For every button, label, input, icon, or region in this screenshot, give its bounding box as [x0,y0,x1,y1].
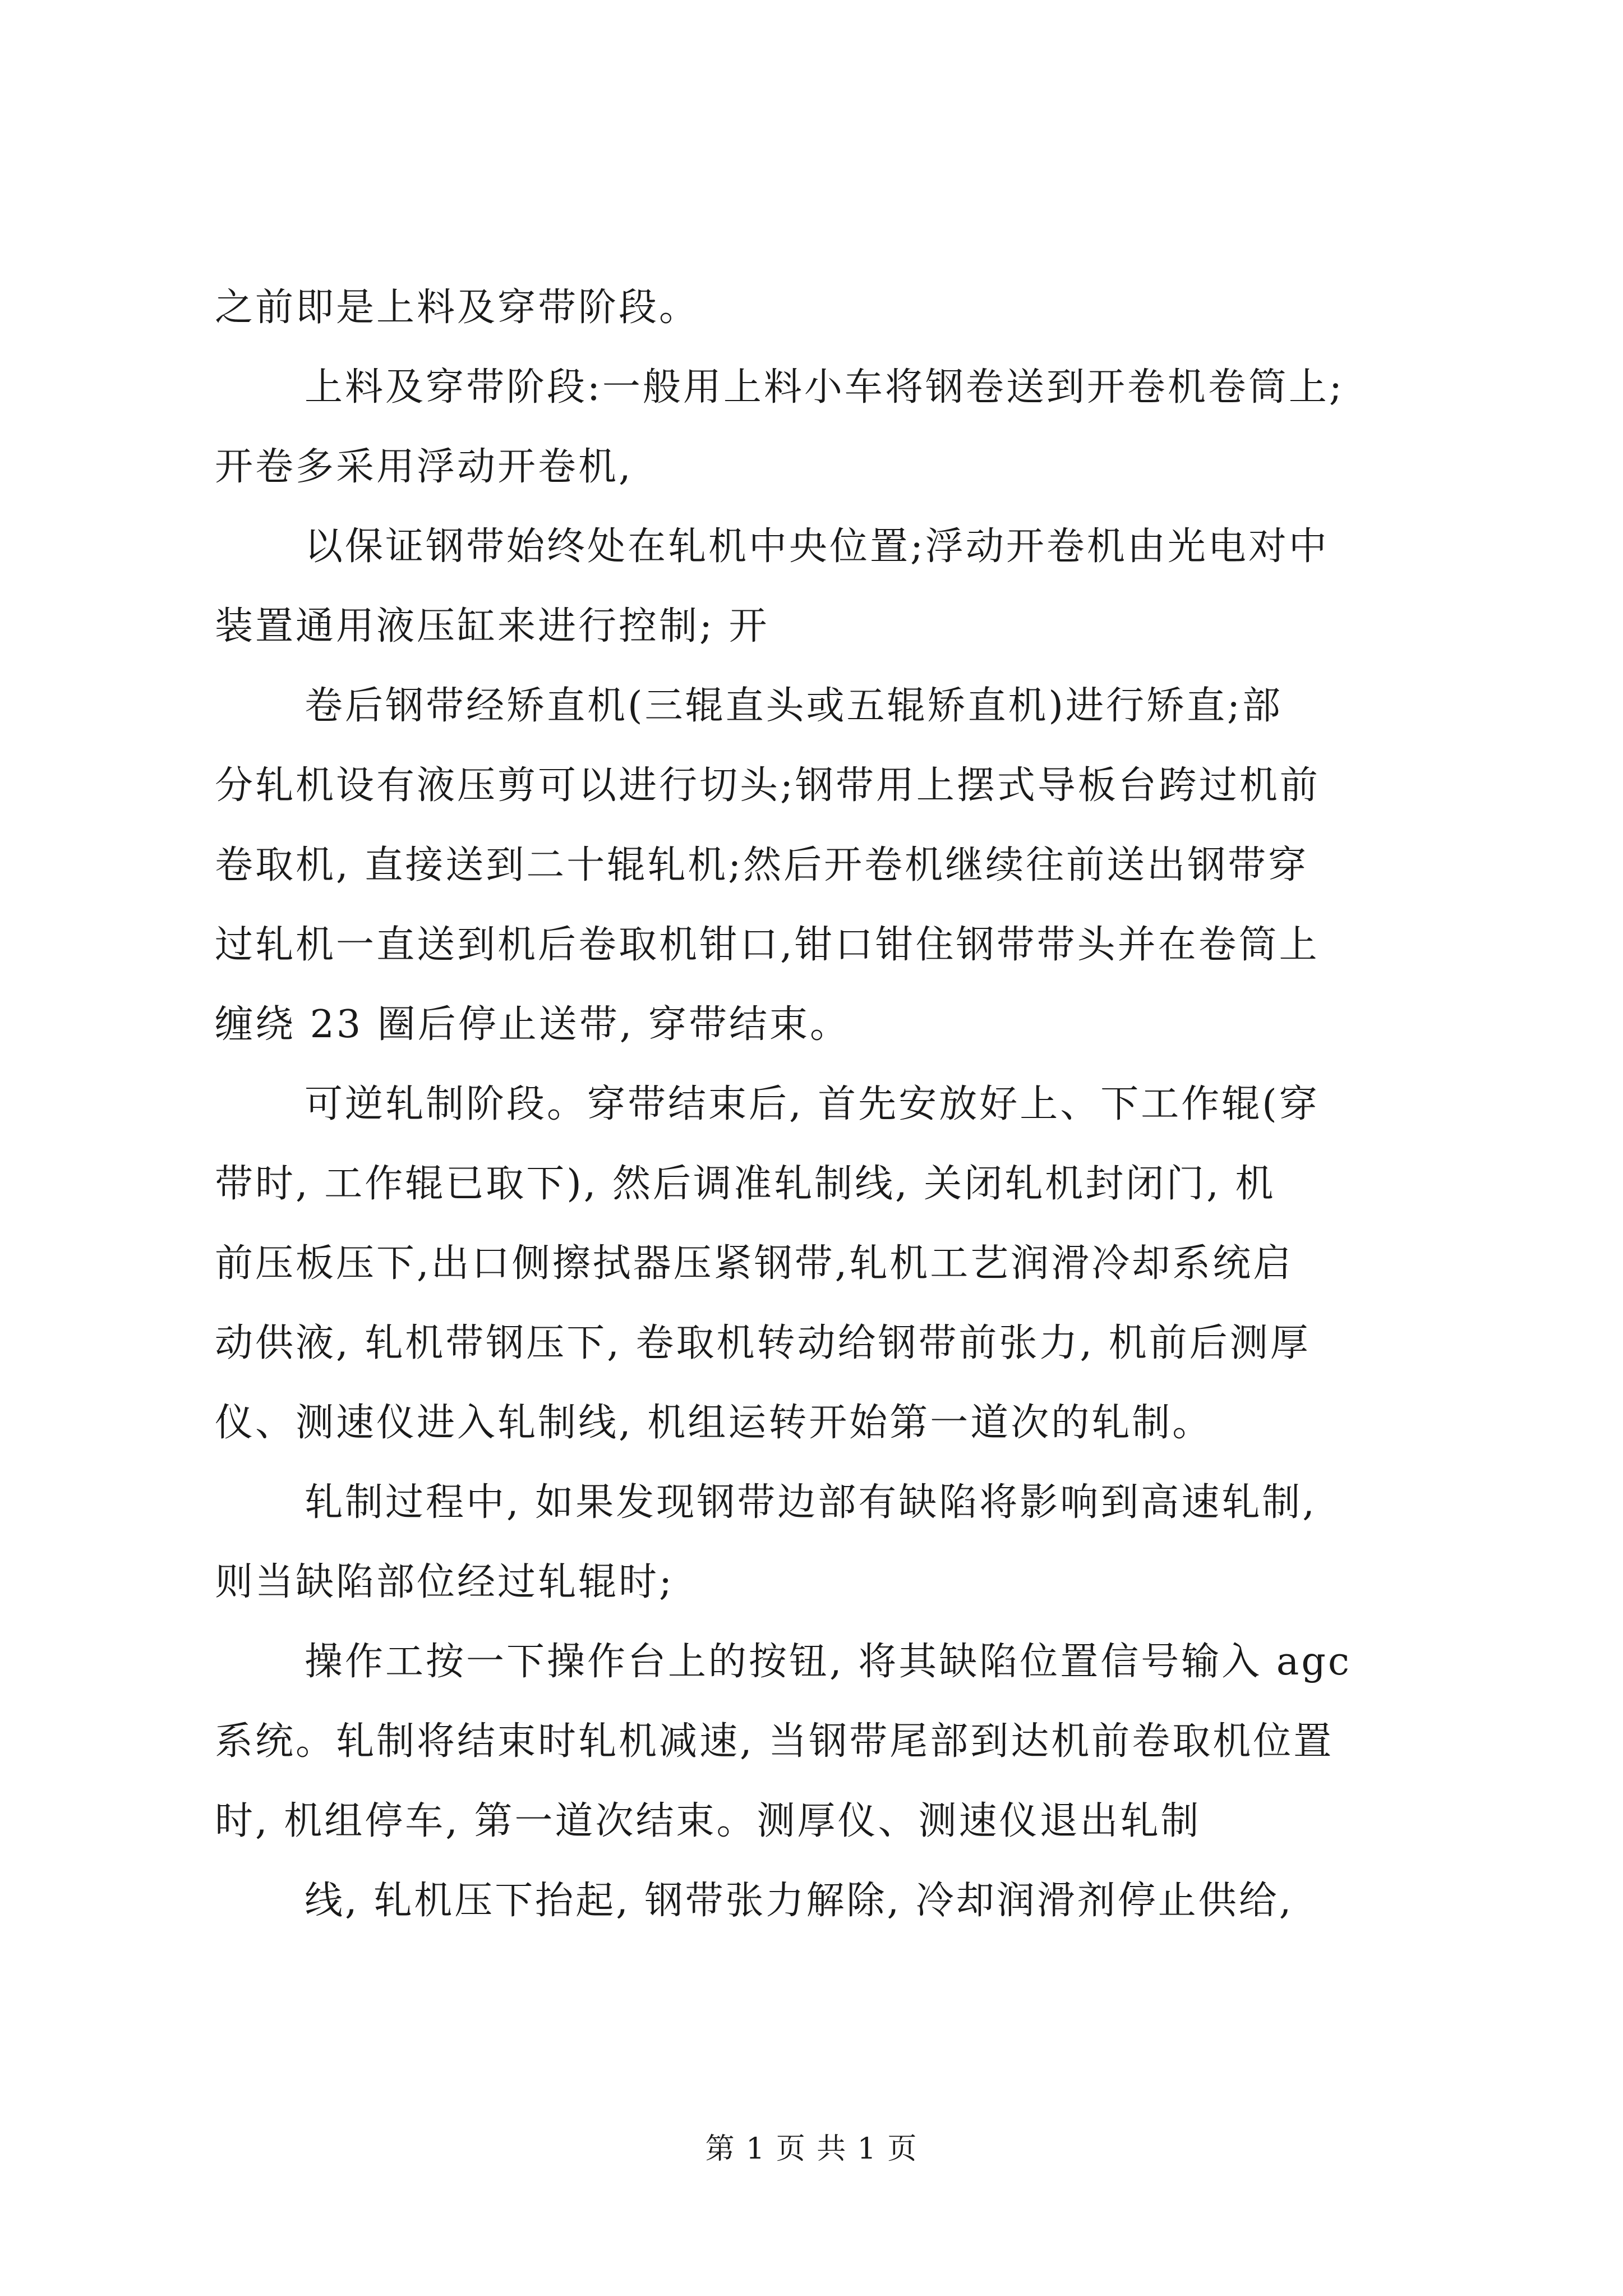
text-line: 系统。轧制将结束时轧机减速, 当钢带尾部到达机前卷取机位置 [215,1719,1334,1764]
text-line: 分轧机设有液压剪可以进行切头;钢带用上摆式导板台跨过机前 [215,763,1320,808]
text-line: 轧制过程中, 如果发现钢带边部有缺陷将影响到高速轧制, [305,1480,1317,1525]
text-line: 可逆轧制阶段。穿带结束后, 首先安放好上、下工作辊(穿 [305,1082,1320,1126]
text-line: 前压板压下,出口侧擦拭器压紧钢带,轧机工艺润滑冷却系统启 [215,1241,1294,1286]
text-line: 过轧机一直送到机后卷取机钳口,钳口钳住钢带带头并在卷筒上 [215,923,1320,967]
text-line: 以保证钢带始终处在轧机中央位置;浮动开卷机由光电对中 [305,524,1329,569]
text-line: 之前即是上料及穿带阶段。 [215,286,700,330]
text-line: 则当缺陷部位经过轧辊时; [215,1560,674,1604]
text-line: 操作工按一下操作台上的按钮, 将其缺陷位置信号输入 agc [305,1640,1352,1684]
text-line: 仪、测速仪进入轧制线, 机组运转开始第一道次的轧制。 [215,1401,1213,1445]
text-line: 动供液, 轧机带钢压下, 卷取机转动给钢带前张力, 机前后测厚 [215,1321,1311,1365]
text-line: 开卷多采用浮动开卷机, [215,445,633,489]
text-line: 上料及穿带阶段:一般用上料小车将钢卷送到开卷机卷筒上; [305,365,1344,409]
text-line: 装置通用液压缸来进行控制; 开 [215,604,769,648]
text-line: 时, 机组停车, 第一道次结束。测厚仪、测速仪退出轧制 [215,1799,1201,1843]
text-line: 缠绕 23 圈后停止送带, 穿带结束。 [215,1002,850,1047]
text-line: 线, 轧机压下抬起, 钢带张力解除, 冷却润滑剂停止供给, [305,1879,1294,1923]
document-body [215,268,1421,1941]
text-line: 卷后钢带经矫直机(三辊直头或五辊矫直机)进行矫直;部 [305,684,1283,728]
text-line: 带时, 工作辊已取下), 然后调准轧制线, 关闭轧机封闭门, 机 [215,1162,1276,1206]
page-footer: 第 1 页 共 1 页 [705,2132,918,2166]
text-line: 卷取机, 直接送到二十辊轧机;然后开卷机继续往前送出钢带穿 [215,843,1309,887]
